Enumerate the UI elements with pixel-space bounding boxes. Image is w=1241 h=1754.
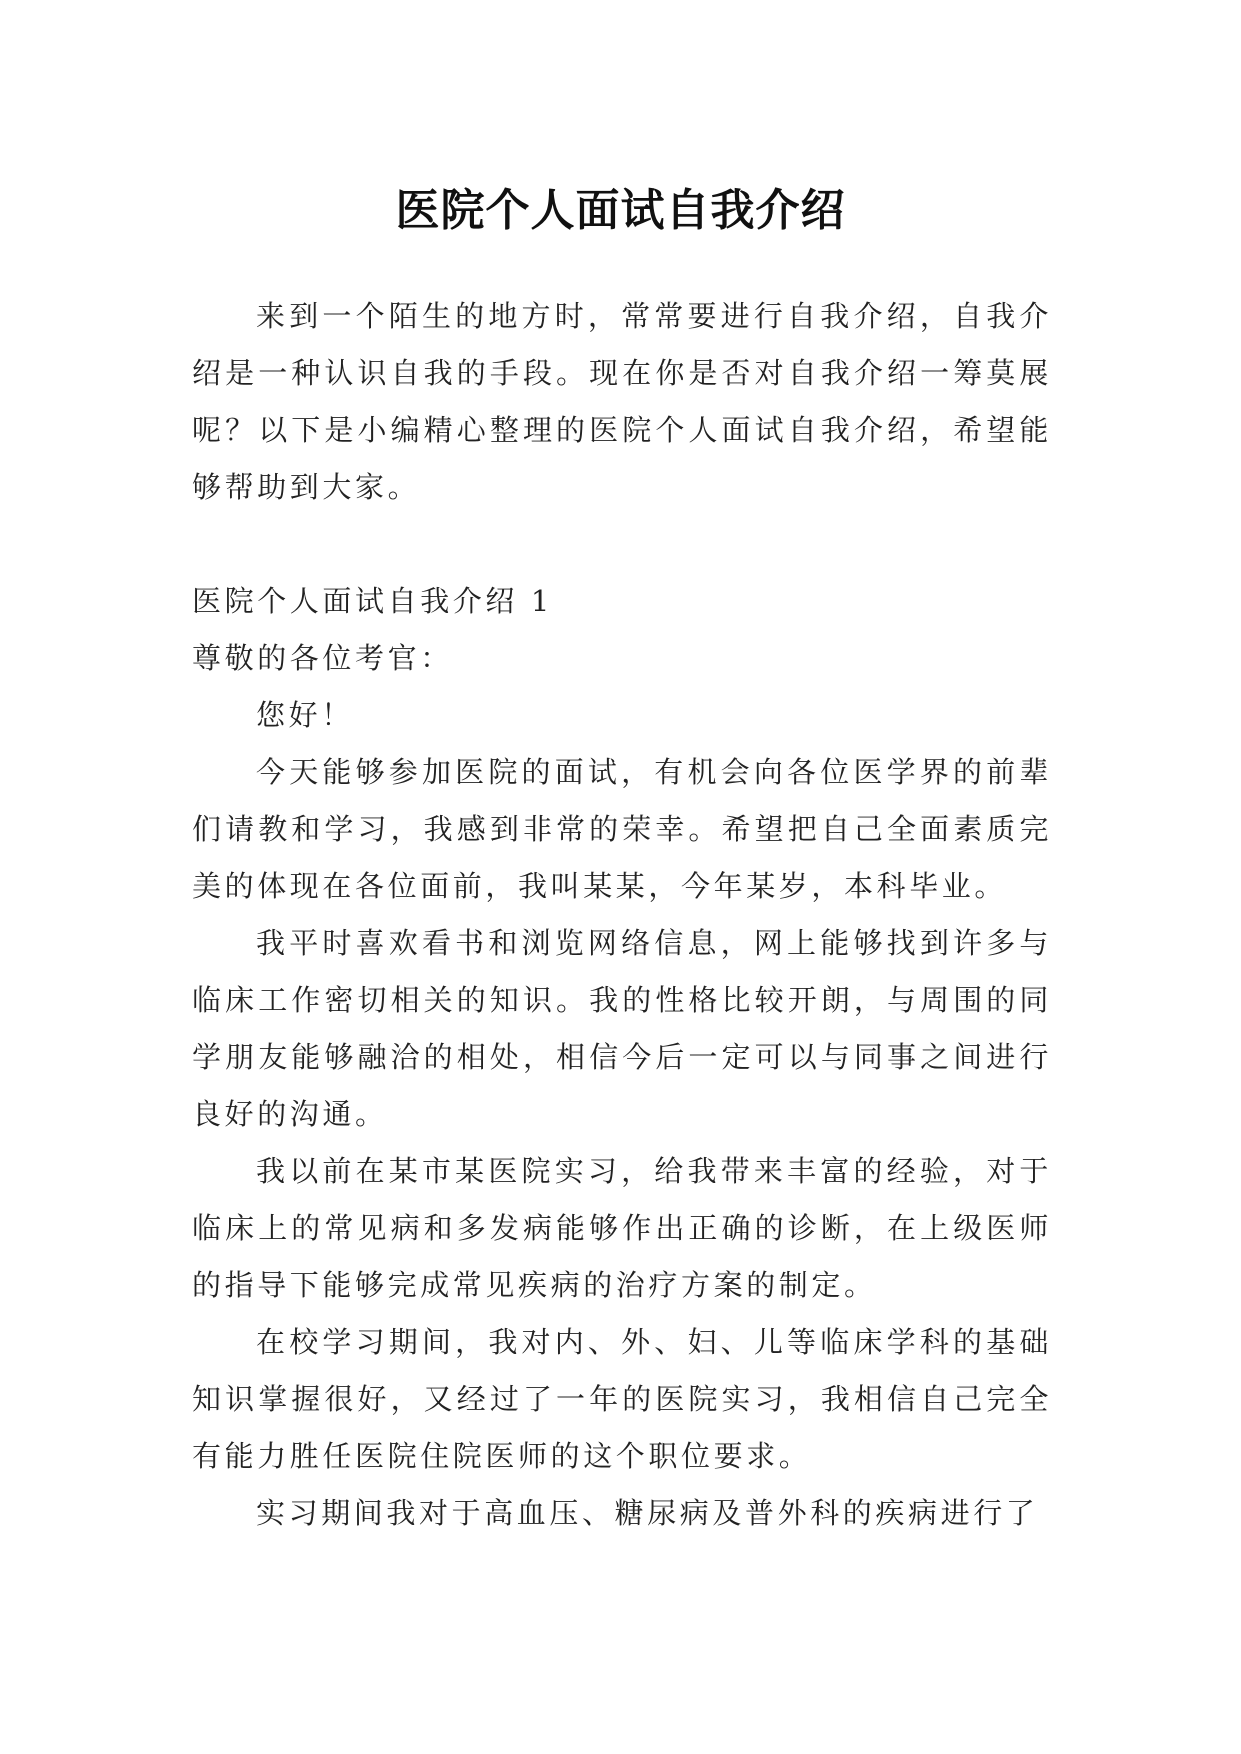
section-heading: 医院个人面试自我介绍 1: [192, 584, 553, 618]
paragraph-spacer: [192, 516, 1052, 573]
intro-paragraph: 来到一个陌生的地方时，常常要进行自我介绍，自我介绍是一种认识自我的手段。现在你是否对自我介绍一筹莫展呢？以下是小编精心整理的医院个人面试自我介绍，希望能够帮助到大家。: [192, 299, 1052, 504]
body-paragraph: 我平时喜欢看书和浏览网络信息，网上能够找到许多与临床工作密切相关的知识。我的性格比较开朗，与周围的同学朋友能够融洽的相处，相信今后一定可以与同事之间进行良好的沟通。: [192, 926, 1052, 1131]
body-paragraph: 在校学习期间，我对内、外、妇、儿等临床学科的基础知识掌握很好，又经过了一年的医院实习，我相信自己完全有能力胜任医院住院医师的这个职位要求。: [192, 1325, 1052, 1473]
body-paragraph: 今天能够参加医院的面试，有机会向各位医学界的前辈们请教和学习，我感到非常的荣幸。希望把自己全面素质完美的体现在各位面前，我叫某某，今年某岁，本科毕业。: [192, 755, 1052, 903]
body-paragraph: 我以前在某市某医院实习，给我带来丰富的经验，对于临床上的常见病和多发病能够作出正确的诊断，在上级医师的指导下能够完成常见疾病的治疗方案的制定。: [192, 1154, 1052, 1302]
salutation: 尊敬的各位考官：: [192, 641, 453, 675]
body-paragraph: 实习期间我对于高血压、糖尿病及普外科的疾病进行了: [256, 1496, 1039, 1530]
document-title: 医院个人面试自我介绍: [395, 185, 846, 237]
greeting: 您好！: [256, 698, 354, 732]
document-body: [192, 288, 1052, 1542]
